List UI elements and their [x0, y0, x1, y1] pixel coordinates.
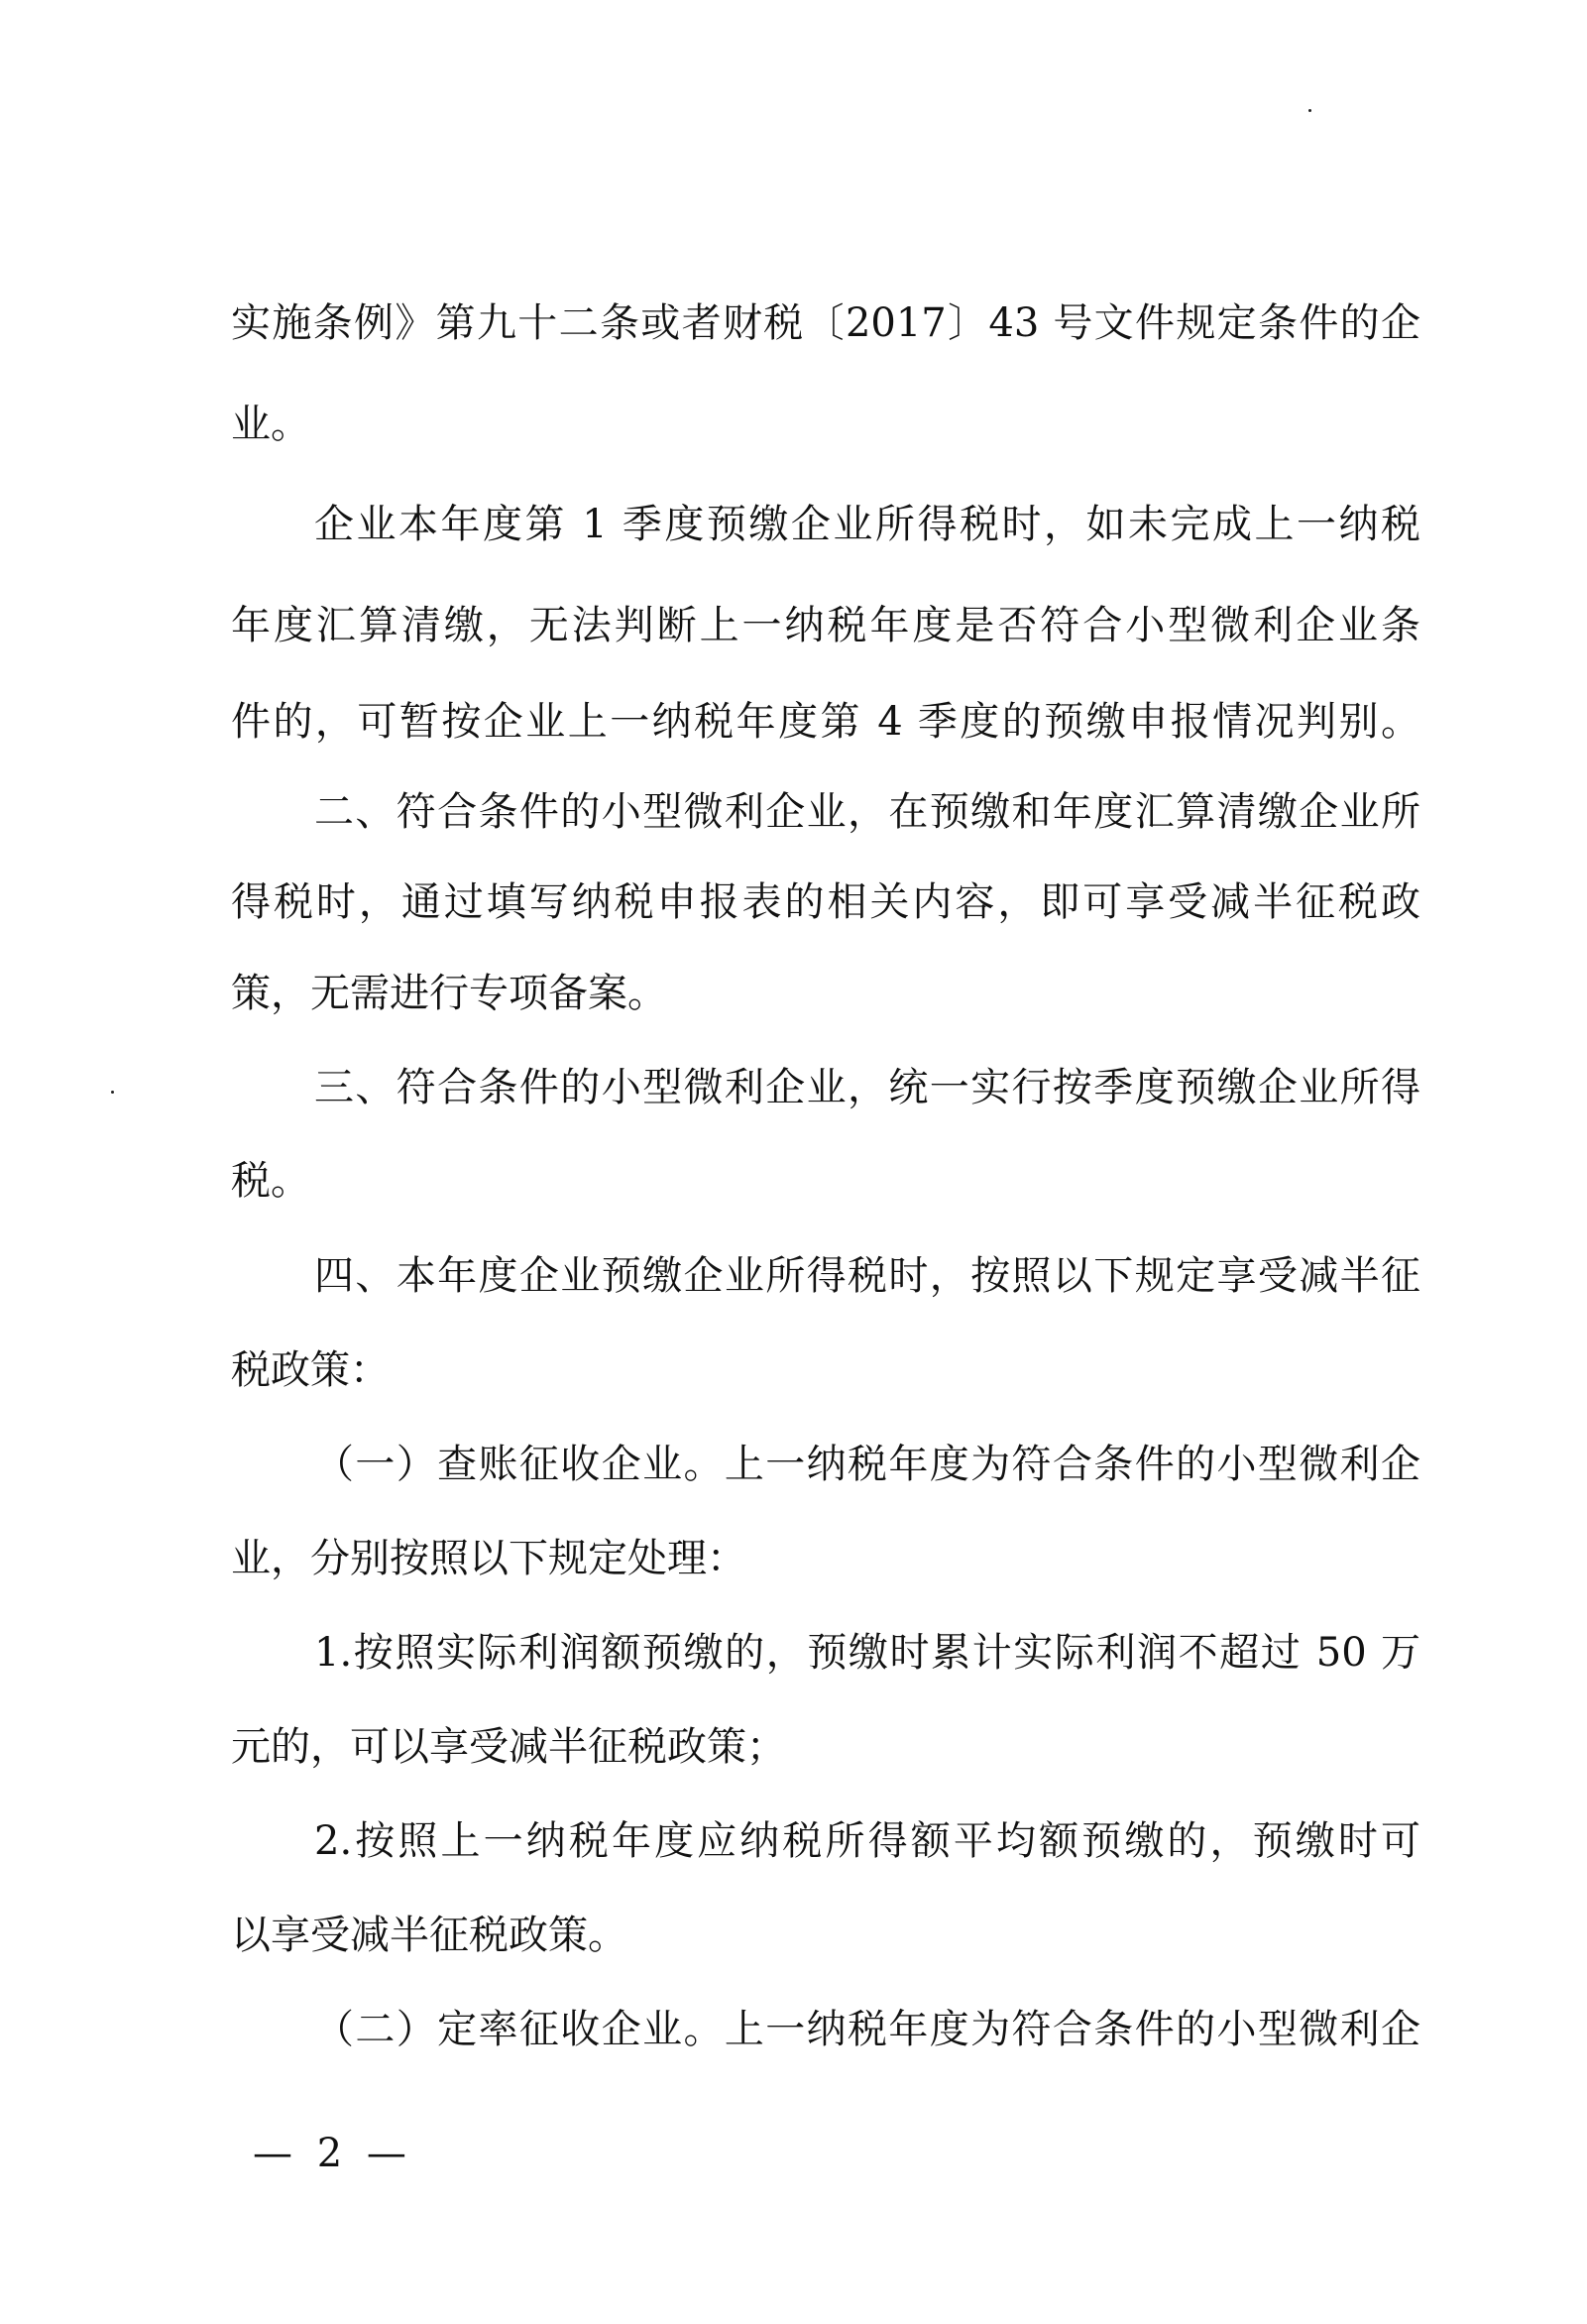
text-line: （一）查账征收企业。上一纳税年度为符合条件的小型微利企: [314, 1442, 1420, 1487]
text-line: （二）定率征收企业。上一纳税年度为符合条件的小型微利企: [314, 2007, 1420, 2052]
text-line: 得税时，通过填写纳税申报表的相关内容，即可享受减半征税政: [231, 879, 1420, 925]
text-line: 策，无需进行专项备案。: [231, 971, 667, 1016]
text-line: 企业本年度第 1 季度预缴企业所得税时，如未完成上一纳税: [314, 502, 1420, 547]
scan-speck: [111, 1091, 114, 1094]
text-line: 年度汇算清缴，无法判断上一纳税年度是否符合小型微利企业条: [231, 603, 1420, 648]
text-line: 四、本年度企业预缴企业所得税时，按照以下规定享受减半征: [314, 1253, 1420, 1299]
text-line: 以享受减半征税政策。: [231, 1913, 627, 1958]
text-line: 税。: [231, 1158, 310, 1204]
text-line: 税政策：: [231, 1347, 390, 1393]
page-number: — 2 —: [253, 2131, 412, 2176]
text-line: 件的，可暂按企业上一纳税年度第 4 季度的预缴申报情况判别。: [231, 699, 1420, 745]
text-line: 业。: [231, 402, 310, 447]
text-line: 1.按照实际利润额预缴的，预缴时累计实际利润不超过 50 万: [314, 1630, 1420, 1676]
text-line: 二、符合条件的小型微利企业，在预缴和年度汇算清缴企业所: [314, 789, 1420, 835]
text-line: 业，分别按照以下规定处理：: [231, 1536, 746, 1581]
text-line: 元的，可以享受减半征税政策；: [231, 1724, 786, 1770]
text-line: 三、符合条件的小型微利企业，统一实行按季度预缴企业所得: [314, 1065, 1420, 1110]
text-line: 实施条例》第九十二条或者财税〔2017〕43 号文件规定条件的企: [231, 300, 1420, 346]
scan-speck: [1308, 109, 1311, 112]
text-line: 2.按照上一纳税年度应纳税所得额平均额预缴的，预缴时可: [314, 1818, 1420, 1864]
